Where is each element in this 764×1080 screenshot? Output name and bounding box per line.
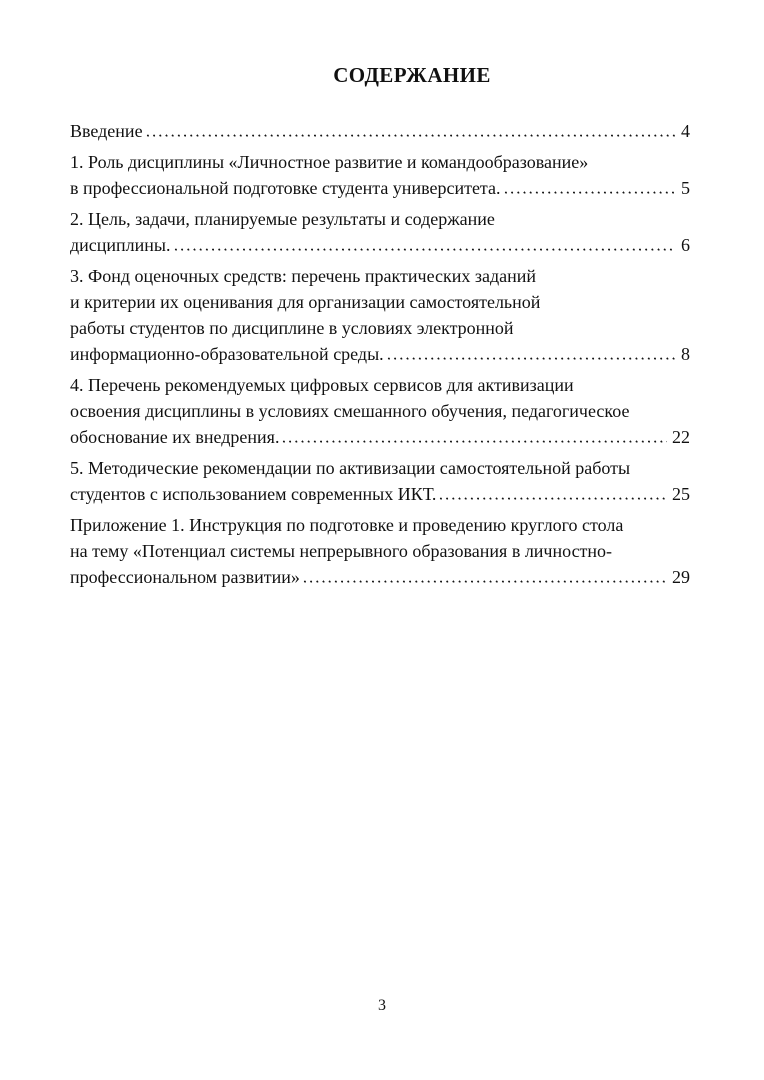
toc-entry-line bbox=[70, 149, 690, 175]
toc-page-number: 4 bbox=[681, 121, 690, 141]
toc-entry-text: 3. Фонд оценочных средств: перечень практических заданий bbox=[70, 266, 537, 286]
dot-leader bbox=[146, 133, 676, 137]
toc-entry-line bbox=[70, 512, 690, 538]
toc-entry-text: работы студентов по дисциплине в условиях электронной bbox=[70, 318, 514, 338]
toc-entry-line bbox=[70, 315, 690, 341]
toc-entry-line bbox=[70, 263, 690, 289]
dot-leader bbox=[439, 496, 667, 500]
toc-entry-line bbox=[70, 232, 690, 258]
toc-entry-text: 2. Цель, задачи, планируемые результаты и содержание bbox=[70, 209, 495, 229]
toc-entry-text: 4. Перечень рекомендуемых цифровых сервисов для активизации bbox=[70, 375, 574, 395]
dot-leader bbox=[282, 439, 667, 443]
toc-entry bbox=[70, 372, 690, 450]
toc-entry-text: на тему «Потенциал системы непрерывного образования в личностно- bbox=[70, 541, 613, 561]
toc-entry-line bbox=[70, 398, 690, 424]
toc-entry-text: Введение bbox=[70, 121, 143, 141]
toc-entry-text: в профессиональной подготовке студента университета. bbox=[70, 178, 501, 198]
dot-leader bbox=[504, 190, 676, 194]
toc-entry bbox=[70, 455, 690, 507]
toc-page-number: 25 bbox=[672, 484, 690, 504]
toc-entry-line bbox=[70, 564, 690, 590]
toc-title: СОДЕРЖАНИЕ bbox=[333, 63, 491, 87]
toc-entry-text: 5. Методические рекомендации по активизации самостоятельной работы bbox=[70, 458, 631, 478]
toc-entry-text: профессиональном развитии» bbox=[70, 567, 300, 587]
toc-entry-text: дисциплины. bbox=[70, 235, 171, 255]
content-area bbox=[0, 62, 764, 590]
toc-entry-line bbox=[70, 118, 690, 144]
toc-entry bbox=[70, 512, 690, 590]
toc-entry-text: студентов с использованием современных ИКТ. bbox=[70, 484, 437, 504]
toc-entry-line bbox=[70, 424, 690, 450]
toc-entry-line bbox=[70, 481, 690, 507]
toc-page-number: 5 bbox=[681, 178, 690, 198]
toc-entry-text: информационно-образовательной среды. bbox=[70, 344, 384, 364]
toc-page-number: 8 bbox=[681, 344, 690, 364]
page-number-footer: 3 bbox=[378, 997, 386, 1014]
toc-entry-line bbox=[70, 372, 690, 398]
toc-entry bbox=[70, 118, 690, 144]
toc-entry bbox=[70, 149, 690, 201]
dot-leader bbox=[174, 247, 676, 251]
toc-page-number: 29 bbox=[672, 567, 690, 587]
toc-entry-line bbox=[70, 175, 690, 201]
toc-entry bbox=[70, 206, 690, 258]
toc-entry-line bbox=[70, 538, 690, 564]
dot-leader bbox=[303, 579, 667, 583]
toc-entry-text: и критерии их оценивания для организации самостоятельной bbox=[70, 292, 541, 312]
toc-entry-line bbox=[70, 455, 690, 481]
toc-entry bbox=[70, 263, 690, 367]
toc-entry-line bbox=[70, 341, 690, 367]
toc-entry-text: Приложение 1. Инструкция по подготовке и проведению круглого стола bbox=[70, 515, 624, 535]
toc-entry-text: обоснование их внедрения. bbox=[70, 427, 280, 447]
toc-entry-text: освоения дисциплины в условиях смешанного обучения, педагогическое bbox=[70, 401, 630, 421]
toc-entry-line bbox=[70, 289, 690, 315]
dot-leader bbox=[387, 356, 676, 360]
toc-entry-text: 1. Роль дисциплины «Личностное развитие и командообразование» bbox=[70, 152, 589, 172]
toc-page-number: 6 bbox=[681, 235, 690, 255]
toc-page-number: 22 bbox=[672, 427, 690, 447]
table-of-contents bbox=[70, 118, 690, 590]
toc-entry-line bbox=[70, 206, 690, 232]
